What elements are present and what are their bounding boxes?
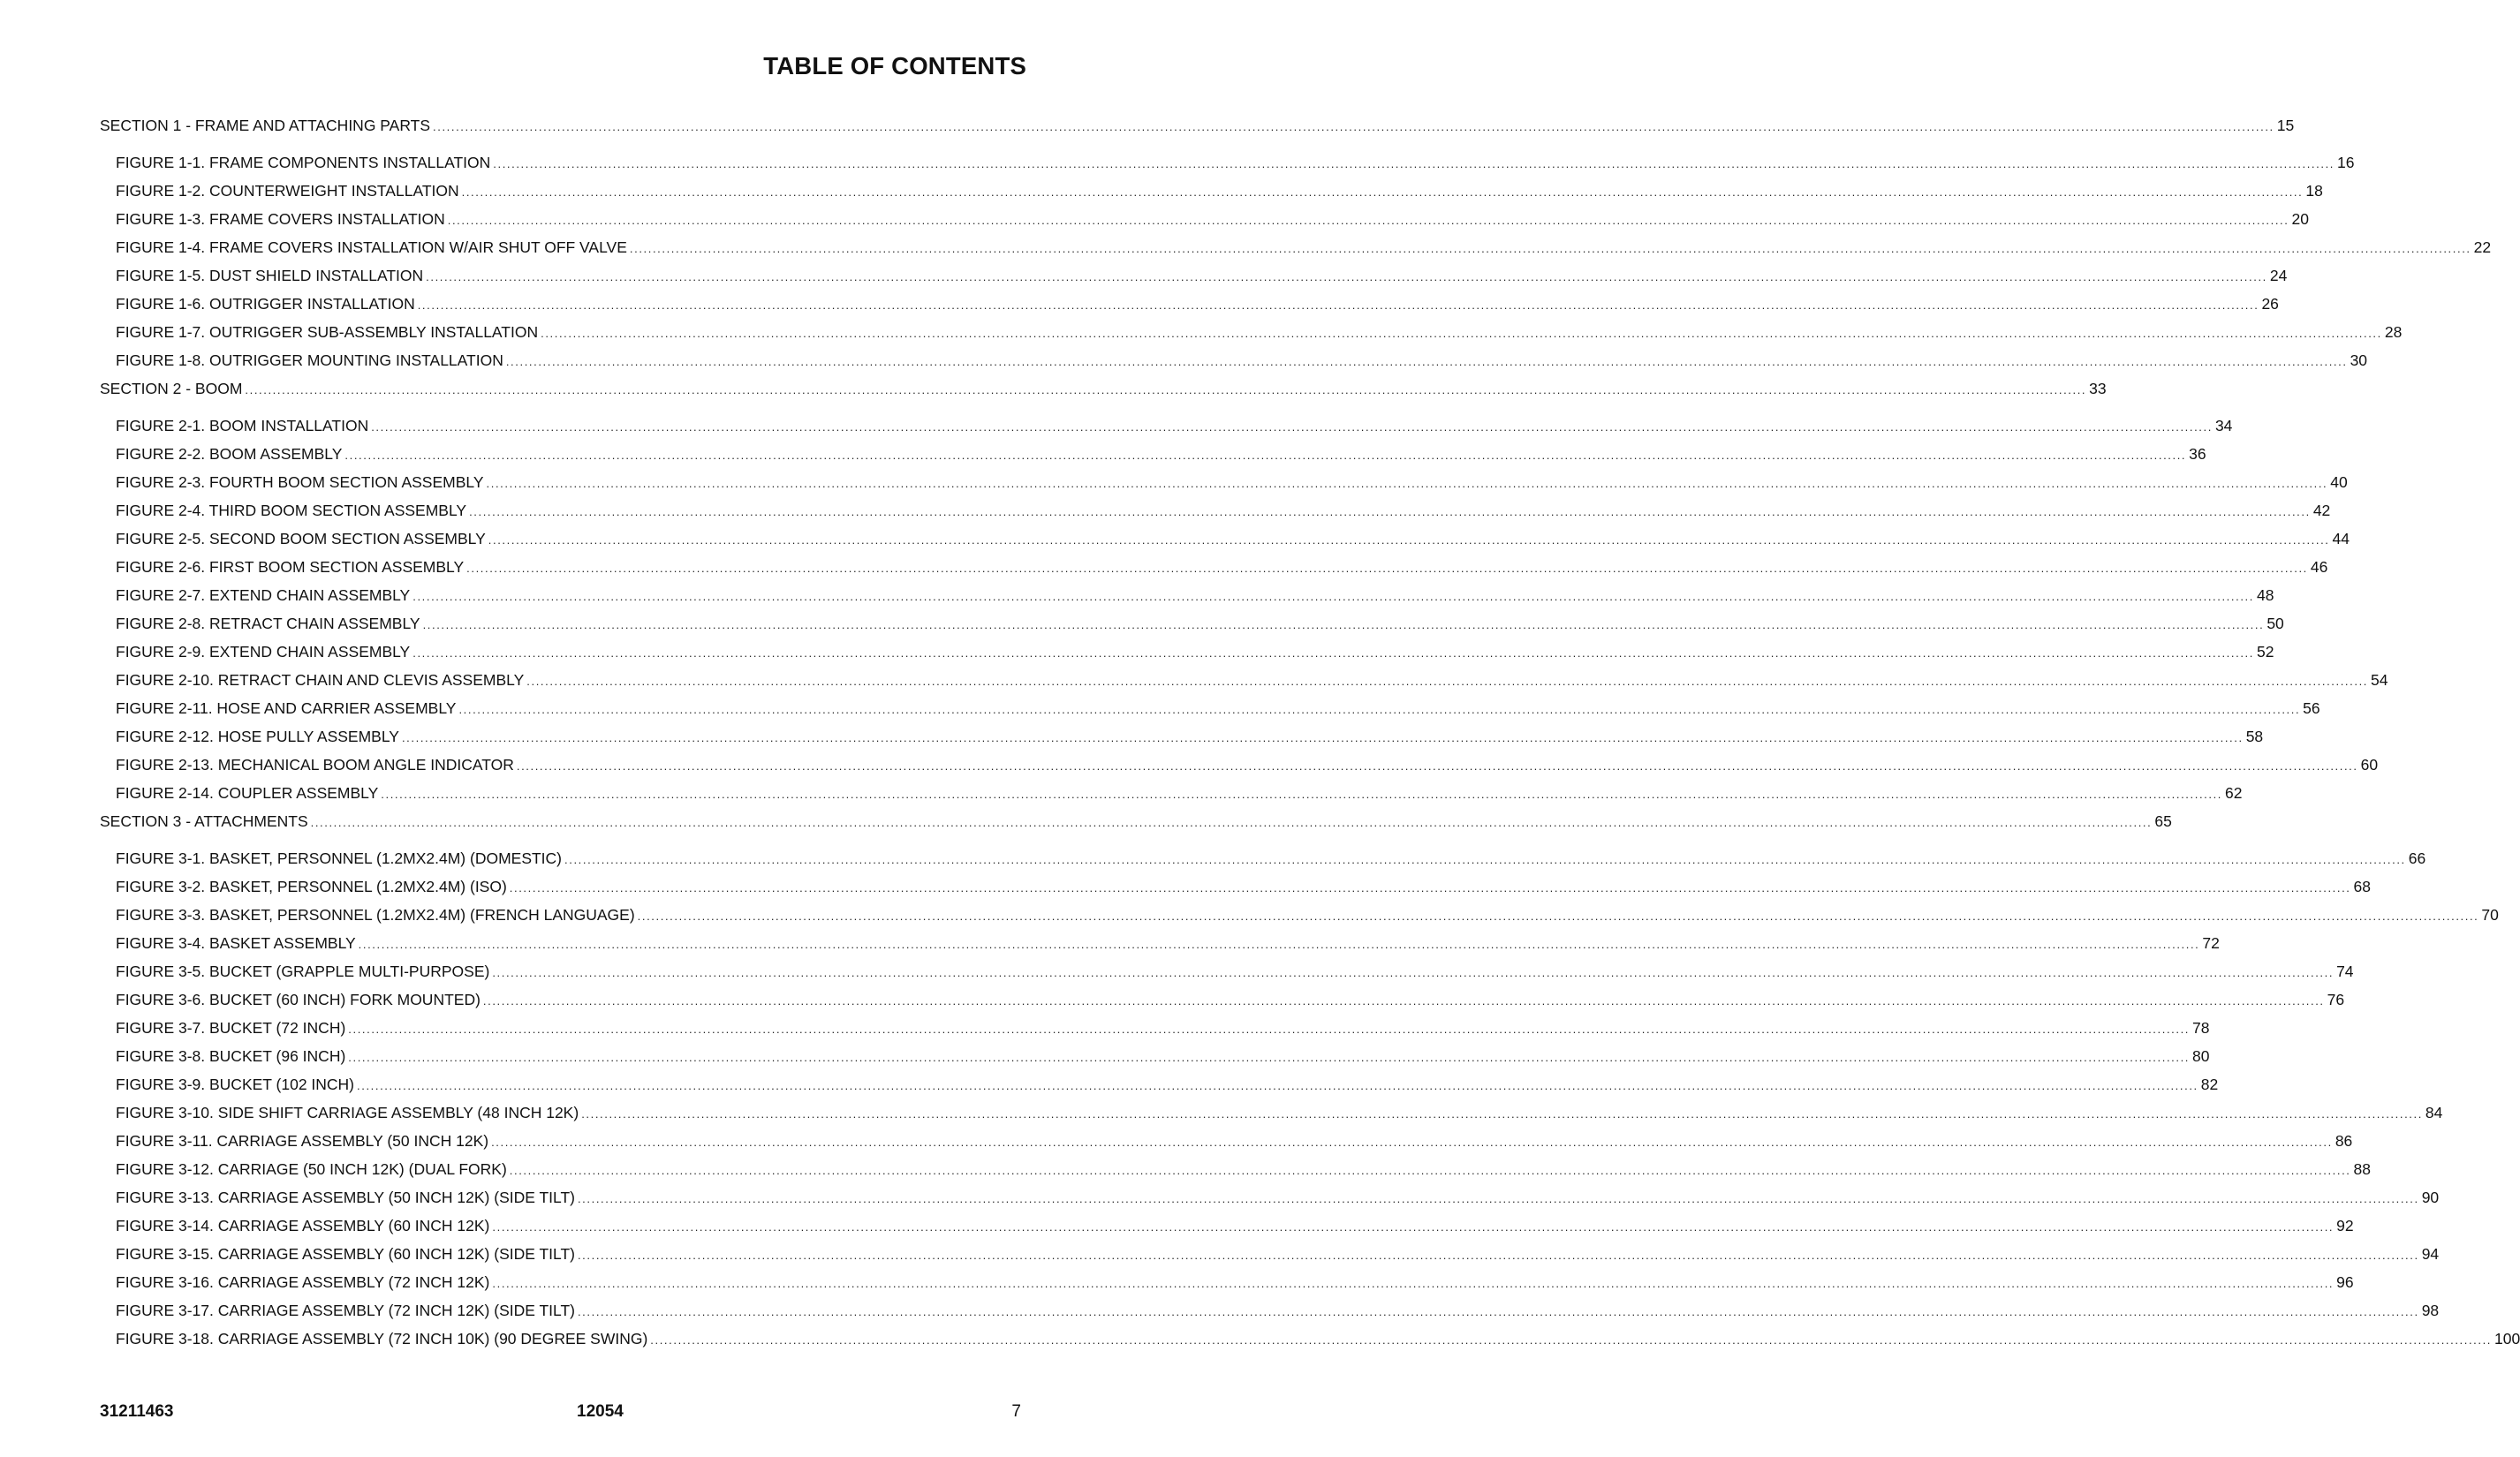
figure-title: FIGURE 3-7. BUCKET (72 INCH)	[116, 1019, 346, 1037]
dot-leader: ................................................................................................................................................................................................................................................................................................................................................................................................................	[412, 646, 2254, 660]
toc-section-entry[interactable]	[100, 812, 2172, 849]
toc-figure-entry[interactable]	[100, 962, 2354, 990]
table-of-contents	[100, 116, 2520, 1357]
page-number: 76	[2327, 991, 2345, 1008]
dot-leader: ................................................................................................................................................................................................................................................................................................................................................................................................................	[482, 994, 2325, 1008]
figure-title: FIGURE 1-2. COUNTERWEIGHT INSTALLATION	[116, 182, 459, 200]
dot-leader: ................................................................................................................................................................................................................................................................................................................................................................................................................	[417, 298, 2259, 312]
page-number: 34	[2214, 417, 2233, 434]
dot-leader: ................................................................................................................................................................................................................................................................................................................................................................................................................	[412, 590, 2254, 603]
dot-leader: ................................................................................................................................................................................................................................................................................................................................................................................................................	[492, 1277, 2335, 1290]
dot-leader: ................................................................................................................................................................................................................................................................................................................................................................................................................	[426, 270, 2267, 283]
dot-leader: ................................................................................................................................................................................................................................................................................................................................................................................................................	[564, 853, 2406, 866]
dot-leader: ................................................................................................................................................................................................................................................................................................................................................................................................................	[358, 938, 2200, 951]
figure-title: FIGURE 2-8. RETRACT CHAIN ASSEMBLY	[116, 615, 420, 632]
page-number: 68	[2353, 878, 2371, 895]
page-number: 50	[2266, 615, 2284, 632]
figure-title: FIGURE 1-1. FRAME COMPONENTS INSTALLATION	[116, 154, 491, 171]
figure-title: FIGURE 2-7. EXTEND CHAIN ASSEMBLY	[116, 586, 411, 604]
dot-leader: ................................................................................................................................................................................................................................................................................................................................................................................................................	[422, 618, 2265, 631]
page-number: 78	[2192, 1019, 2210, 1037]
section-title: SECTION 1 - FRAME AND ATTACHING PARTS	[100, 117, 431, 134]
figure-title: FIGURE 2-6. FIRST BOOM SECTION ASSEMBLY	[116, 558, 465, 576]
dot-leader: ................................................................................................................................................................................................................................................................................................................................................................................................................	[650, 1333, 2493, 1347]
toc-figure-entry[interactable]	[100, 529, 2350, 557]
toc-figure-entry[interactable]	[100, 990, 2345, 1018]
dot-leader: ................................................................................................................................................................................................................................................................................................................................................................................................................	[516, 759, 2358, 773]
page-number: 52	[2256, 643, 2274, 661]
toc-figure-entry[interactable]	[100, 1046, 2210, 1075]
toc-figure-entry[interactable]	[100, 1018, 2210, 1046]
page-number: 28	[2384, 323, 2403, 341]
toc-figure-entry[interactable]	[100, 1329, 2520, 1357]
toc-figure-entry[interactable]	[100, 727, 2264, 755]
figure-title: FIGURE 2-4. THIRD BOOM SECTION ASSEMBLY	[116, 502, 467, 519]
section-title: SECTION 3 - ATTACHMENTS	[100, 812, 308, 830]
figure-title: FIGURE 3-17. CARRIAGE ASSEMBLY (72 INCH 12K) (SIDE TILT)	[116, 1302, 575, 1319]
dot-leader: ................................................................................................................................................................................................................................................................................................................................................................................................................	[581, 1107, 2423, 1121]
figure-title: FIGURE 1-8. OUTRIGGER MOUNTING INSTALLATION	[116, 351, 503, 369]
toc-figure-entry[interactable]	[100, 1216, 2354, 1244]
figure-title: FIGURE 3-8. BUCKET (96 INCH)	[116, 1047, 346, 1065]
page-number: 72	[2202, 934, 2220, 952]
dot-leader: ................................................................................................................................................................................................................................................................................................................................................................................................................	[505, 355, 2348, 368]
toc-figure-entry[interactable]	[100, 1103, 2443, 1131]
figure-title: FIGURE 1-5. DUST SHIELD INSTALLATION	[116, 267, 424, 284]
page-number: 100	[2494, 1330, 2520, 1348]
page-number: 15	[2276, 117, 2295, 134]
dot-leader: ................................................................................................................................................................................................................................................................................................................................................................................................................	[469, 505, 2311, 518]
page-number: 26	[2261, 295, 2279, 313]
page-number: 56	[2303, 699, 2320, 717]
figure-title: FIGURE 2-3. FOURTH BOOM SECTION ASSEMBLY	[116, 473, 484, 491]
dot-leader: ................................................................................................................................................................................................................................................................................................................................................................................................................	[371, 420, 2213, 434]
page-number: 65	[2154, 812, 2172, 830]
figure-title: FIGURE 3-11. CARRIAGE ASSEMBLY (50 INCH 12K)	[116, 1132, 489, 1150]
toc-figure-entry[interactable]	[100, 209, 2309, 238]
figure-title: FIGURE 2-10. RETRACT CHAIN AND CLEVIS ASSEMBLY	[116, 671, 525, 689]
toc-section-entry[interactable]	[100, 379, 2107, 416]
page-number: 84	[2425, 1104, 2443, 1121]
toc-figure-entry[interactable]	[100, 351, 2368, 379]
figure-title: FIGURE 1-6. OUTRIGGER INSTALLATION	[116, 295, 415, 313]
page-number: 94	[2421, 1245, 2440, 1263]
page-number: 22	[2473, 238, 2492, 256]
toc-figure-entry[interactable]	[100, 698, 2320, 727]
toc-figure-entry[interactable]	[100, 933, 2220, 962]
figure-title: FIGURE 2-2. BOOM ASSEMBLY	[116, 445, 343, 463]
figure-title: FIGURE 3-6. BUCKET (60 INCH) FORK MOUNTED)	[116, 991, 481, 1008]
figure-title: FIGURE 3-5. BUCKET (GRAPPLE MULTI-PURPOSE)	[116, 963, 490, 980]
toc-figure-entry[interactable]	[100, 1159, 2371, 1188]
figure-title: FIGURE 2-13. MECHANICAL BOOM ANGLE INDICATOR	[116, 756, 514, 774]
toc-figure-entry[interactable]	[100, 294, 2279, 322]
page-number: 30	[2350, 351, 2368, 369]
toc-figure-entry[interactable]	[100, 755, 2379, 783]
dot-leader: ................................................................................................................................................................................................................................................................................................................................................................................................................	[488, 533, 2330, 547]
toc-figure-entry[interactable]	[100, 1075, 2219, 1103]
figure-title: FIGURE 3-9. BUCKET (102 INCH)	[116, 1076, 355, 1093]
dot-leader: ................................................................................................................................................................................................................................................................................................................................................................................................................	[348, 1023, 2191, 1036]
toc-figure-entry[interactable]	[100, 905, 2499, 933]
dot-leader: ................................................................................................................................................................................................................................................................................................................................................................................................................	[492, 966, 2335, 979]
page-number: 80	[2192, 1047, 2210, 1065]
page-number: 24	[2269, 267, 2288, 284]
page-number: 74	[2336, 963, 2354, 980]
dot-leader: ................................................................................................................................................................................................................................................................................................................................................................................................................	[486, 477, 2328, 490]
page-number: 92	[2336, 1217, 2354, 1234]
toc-figure-entry[interactable]	[100, 1244, 2440, 1272]
figure-title: FIGURE 2-14. COUPLER ASSEMBLY	[116, 784, 379, 802]
page-number: 46	[2310, 558, 2328, 576]
dot-leader: ................................................................................................................................................................................................................................................................................................................................................................................................................	[491, 1136, 2333, 1149]
toc-figure-entry[interactable]	[100, 416, 2233, 444]
dot-leader: ................................................................................................................................................................................................................................................................................................................................................................................................................	[458, 703, 2301, 716]
page-number: 66	[2408, 849, 2426, 867]
page-number: 62	[2225, 784, 2243, 802]
figure-title: FIGURE 3-10. SIDE SHIFT CARRIAGE ASSEMBLY (48 INCH 12K)	[116, 1104, 579, 1121]
dot-leader: ................................................................................................................................................................................................................................................................................................................................................................................................................	[447, 214, 2289, 227]
dot-leader: ................................................................................................................................................................................................................................................................................................................................................................................................................	[245, 383, 2087, 396]
page-number: 98	[2421, 1302, 2440, 1319]
dot-leader: ................................................................................................................................................................................................................................................................................................................................................................................................................	[310, 816, 2153, 829]
dot-leader: ................................................................................................................................................................................................................................................................................................................................................................................................................	[509, 881, 2351, 895]
dot-leader: ................................................................................................................................................................................................................................................................................................................................................................................................................	[509, 1164, 2351, 1177]
page-number: 40	[2330, 473, 2348, 491]
toc-figure-entry[interactable]	[100, 1188, 2440, 1216]
dot-leader: ................................................................................................................................................................................................................................................................................................................................................................................................................	[461, 185, 2304, 199]
footer-serial-number: 12054	[577, 1402, 624, 1421]
page-number: 96	[2336, 1273, 2354, 1291]
toc-figure-entry[interactable]	[100, 266, 2288, 294]
dot-leader: ................................................................................................................................................................................................................................................................................................................................................................................................................	[492, 1220, 2335, 1234]
figure-title: FIGURE 3-14. CARRIAGE ASSEMBLY (60 INCH 12K)	[116, 1217, 490, 1234]
figure-title: FIGURE 3-18. CARRIAGE ASSEMBLY (72 INCH 10K) (90 DEGREE SWING)	[116, 1330, 648, 1348]
page-number: 82	[2200, 1076, 2219, 1093]
figure-title: FIGURE 3-13. CARRIAGE ASSEMBLY (50 INCH 12K) (SIDE TILT)	[116, 1189, 575, 1206]
page-footer	[100, 1402, 1026, 1425]
toc-figure-entry[interactable]	[100, 585, 2274, 614]
figure-title: FIGURE 1-4. FRAME COVERS INSTALLATION W/AIR SHUT OFF VALVE	[116, 238, 627, 256]
page-number: 60	[2360, 756, 2379, 774]
footer-page-number: 7	[1011, 1402, 1021, 1421]
page-number: 18	[2305, 182, 2323, 200]
dot-leader: ................................................................................................................................................................................................................................................................................................................................................................................................................	[466, 562, 2308, 575]
dot-leader: ................................................................................................................................................................................................................................................................................................................................................................................................................	[526, 675, 2368, 688]
toc-figure-entry[interactable]	[100, 181, 2323, 209]
toc-figure-entry[interactable]	[100, 1272, 2354, 1301]
toc-figure-entry[interactable]	[100, 322, 2403, 351]
toc-figure-entry[interactable]	[100, 472, 2348, 501]
page-number: 44	[2332, 530, 2350, 547]
dot-leader: ................................................................................................................................................................................................................................................................................................................................................................................................................	[401, 731, 2244, 744]
toc-figure-entry[interactable]	[100, 849, 2426, 877]
dot-leader: ................................................................................................................................................................................................................................................................................................................................................................................................................	[629, 242, 2471, 255]
page-number: 88	[2353, 1160, 2371, 1178]
figure-title: FIGURE 3-1. BASKET, PERSONNEL (1.2MX2.4M) (DOMESTIC)	[116, 849, 563, 867]
toc-figure-entry[interactable]	[100, 642, 2274, 670]
dot-leader: ................................................................................................................................................................................................................................................................................................................................................................................................................	[637, 910, 2479, 923]
page-number: 90	[2421, 1189, 2440, 1206]
toc-figure-entry[interactable]	[100, 153, 2355, 181]
figure-title: FIGURE 2-5. SECOND BOOM SECTION ASSEMBLY	[116, 530, 486, 547]
toc-figure-entry[interactable]	[100, 238, 2492, 266]
page-number: 36	[2189, 445, 2206, 463]
page-number: 33	[2089, 380, 2107, 397]
page-number: 16	[2337, 154, 2355, 171]
figure-title: FIGURE 3-3. BASKET, PERSONNEL (1.2MX2.4M) (FRENCH LANGUAGE)	[116, 906, 635, 924]
footer-document-number: 31211463	[100, 1402, 174, 1421]
dot-leader: ................................................................................................................................................................................................................................................................................................................................................................................................................	[577, 1249, 2419, 1262]
page-number: 48	[2256, 586, 2274, 604]
toc-figure-entry[interactable]	[100, 1131, 2353, 1159]
page-number: 54	[2371, 671, 2388, 689]
figure-title: FIGURE 1-7. OUTRIGGER SUB-ASSEMBLY INSTALLATION	[116, 323, 539, 341]
dot-leader: ................................................................................................................................................................................................................................................................................................................................................................................................................	[433, 120, 2274, 133]
page-number: 42	[2312, 502, 2331, 519]
figure-title: FIGURE 1-3. FRAME COVERS INSTALLATION	[116, 210, 445, 228]
toc-figure-entry[interactable]	[100, 614, 2284, 642]
toc-figure-entry[interactable]	[100, 501, 2331, 529]
page-title: TABLE OF CONTENTS	[763, 52, 1026, 79]
figure-title: FIGURE 3-4. BASKET ASSEMBLY	[116, 934, 356, 952]
section-title: SECTION 2 - BOOM	[100, 380, 243, 397]
figure-title: FIGURE 2-9. EXTEND CHAIN ASSEMBLY	[116, 643, 411, 661]
figure-title: FIGURE 2-1. BOOM INSTALLATION	[116, 417, 369, 434]
dot-leader: ................................................................................................................................................................................................................................................................................................................................................................................................................	[381, 788, 2223, 801]
toc-figure-entry[interactable]	[100, 877, 2371, 905]
page-number: 58	[2245, 728, 2264, 745]
figure-title: FIGURE 2-11. HOSE AND CARRIER ASSEMBLY	[116, 699, 457, 717]
dot-leader: ................................................................................................................................................................................................................................................................................................................................................................................................................	[344, 449, 2187, 462]
page-number: 70	[2481, 906, 2499, 924]
toc-figure-entry[interactable]	[100, 557, 2328, 585]
toc-figure-entry[interactable]	[100, 444, 2206, 472]
toc-section-entry[interactable]	[100, 116, 2295, 153]
toc-figure-entry[interactable]	[100, 670, 2388, 698]
dot-leader: ................................................................................................................................................................................................................................................................................................................................................................................................................	[357, 1079, 2198, 1092]
figure-title: FIGURE 3-15. CARRIAGE ASSEMBLY (60 INCH 12K) (SIDE TILT)	[116, 1245, 575, 1263]
figure-title: FIGURE 3-2. BASKET, PERSONNEL (1.2MX2.4M) (ISO)	[116, 878, 507, 895]
dot-leader: ................................................................................................................................................................................................................................................................................................................................................................................................................	[577, 1305, 2419, 1318]
figure-title: FIGURE 3-12. CARRIAGE (50 INCH 12K) (DUAL FORK)	[116, 1160, 507, 1178]
figure-title: FIGURE 2-12. HOSE PULLY ASSEMBLY	[116, 728, 399, 745]
toc-figure-entry[interactable]	[100, 1301, 2440, 1329]
page-number: 20	[2291, 210, 2309, 228]
page-number: 86	[2335, 1132, 2353, 1150]
dot-leader: ................................................................................................................................................................................................................................................................................................................................................................................................................	[348, 1051, 2191, 1064]
dot-leader: ................................................................................................................................................................................................................................................................................................................................................................................................................	[541, 327, 2382, 340]
figure-title: FIGURE 3-16. CARRIAGE ASSEMBLY (72 INCH 12K)	[116, 1273, 490, 1291]
toc-figure-entry[interactable]	[100, 783, 2243, 812]
dot-leader: ................................................................................................................................................................................................................................................................................................................................................................................................................	[493, 157, 2335, 170]
dot-leader: ................................................................................................................................................................................................................................................................................................................................................................................................................	[577, 1192, 2419, 1205]
